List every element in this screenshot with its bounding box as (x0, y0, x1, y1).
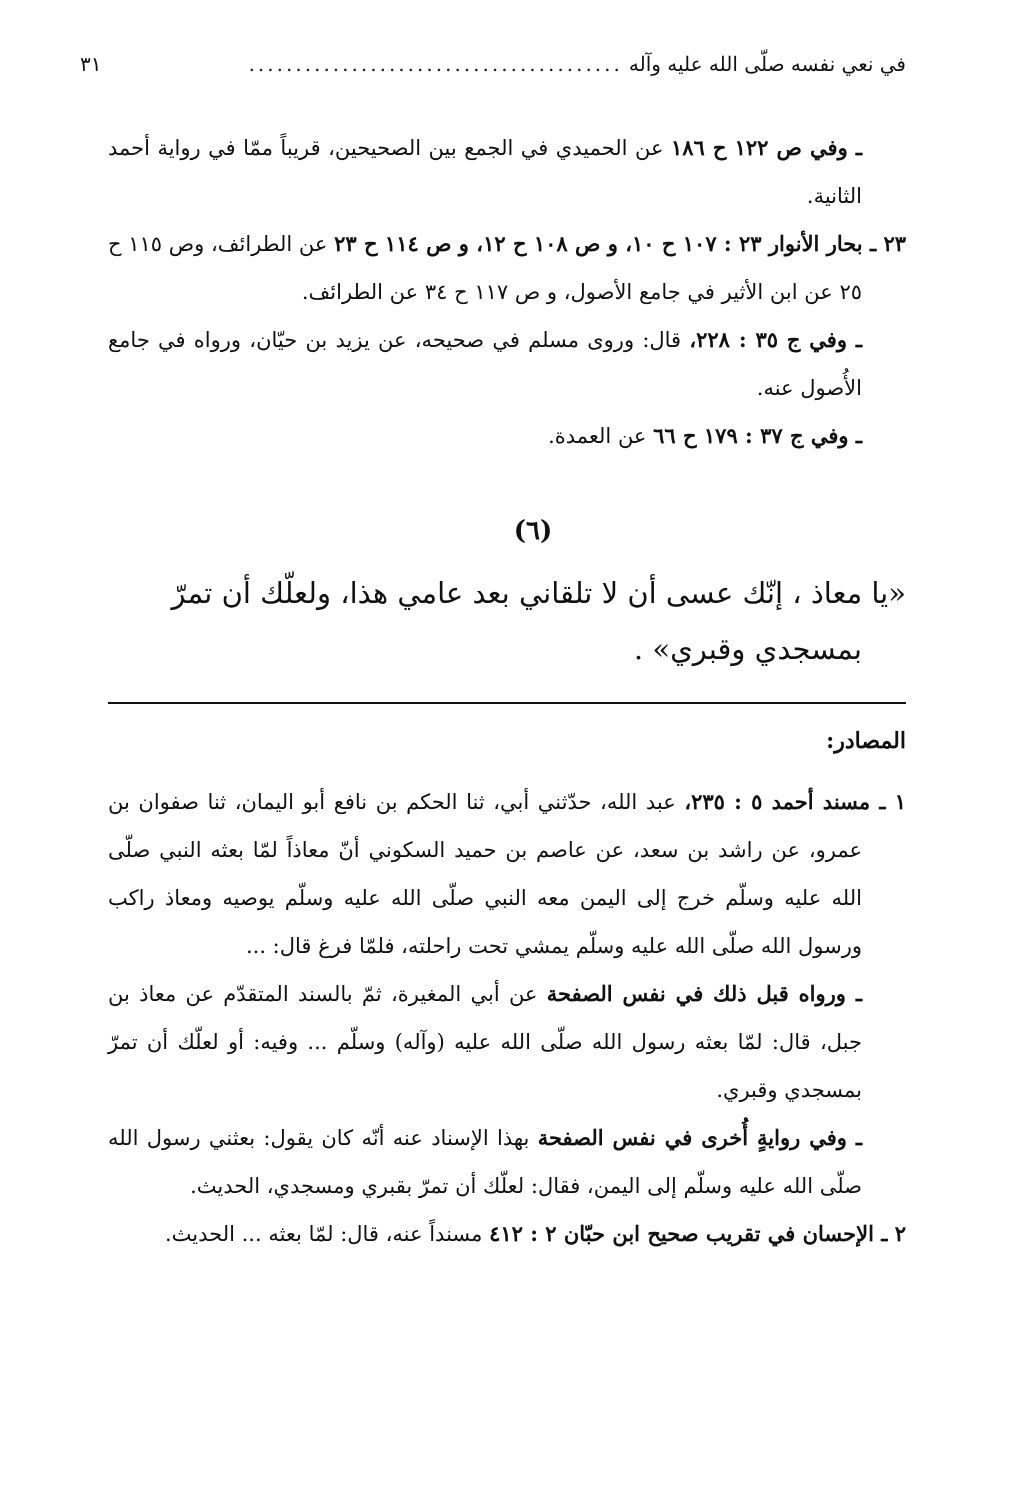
source-lead: ١ ـ مسند أحمد ٥ : ٢٣٥، (684, 789, 907, 814)
section-divider (108, 702, 906, 704)
footnote-lead: ـ وفي ص ١٢٢ ح ١٨٦ (670, 135, 862, 160)
page-number: ٣١ (80, 52, 102, 76)
hadith-line-2: بمسجدي وقبري» . (633, 632, 862, 666)
sources-heading: المصادر: (826, 728, 906, 754)
source-item (108, 778, 906, 970)
dot-leader: ........................................ (248, 52, 623, 76)
source-text: عبد الله، حدّثني أبي، ثنا الحكم بن نافع أبو اليمان، ثنا صفوان بن عمرو، عن راشد بن سعد، عن عاصم بن حميد السكوني أنّ معاذاً لمّا بعثه النبي صلّى الله عليه وسلّم خرج إلى اليمن معه النبي صلّى الله عليه وسلّم يوصيه ومعاذ راكب ورسول الله صلّى الله عليه وسلّم يمشي تحت راحلته، فلمّا فرغ قال: ... (108, 790, 862, 958)
source-text: عن أبي المغيرة، ثمّ بالسند المتقدّم عن معاذ بن جبل، قال: لمّا بعثه رسول الله صلّى الله عليه (وآله) وسلّم ... وفيه: أو لعلّك أن تمرّ بمسجدي وقبري. (108, 982, 862, 1102)
footnote-bihar (108, 220, 906, 316)
sources-list (108, 778, 906, 1258)
hadith-text (108, 565, 906, 677)
footnote-vol37 (108, 412, 906, 460)
footnote-text: عن الحميدي في الجمع بين الصحيحين، قريباً ممّا في رواية أحمد الثانية. (108, 136, 862, 208)
running-title: في نعي نفسه صلّى الله عليه وآله (628, 52, 906, 76)
source-lead: ٢ ـ الإحسان في تقريب صحيح ابن حبّان ٢ : ٤١٢ (489, 1221, 906, 1246)
footnote-humaydi (108, 124, 906, 220)
source-item (108, 970, 906, 1114)
footnote-text: عن العمدة. (548, 424, 654, 448)
footnote-lead: ٢٣ ـ بحار الأنوار ٢٣ : ١٠٧ ح ١٠، و ص ١٠٨ ح ١٢، و ص ١١٤ ح ٢٣ (334, 231, 907, 256)
source-item (108, 1114, 906, 1210)
footnote-lead: ـ وفي ج ٣٧ : ١٧٩ ح ٦٦ (653, 423, 862, 448)
page-header (80, 52, 906, 92)
footnote-text: عن الطرائف، وص ١١٥ ح ٢٥ عن ابن الأثير في جامع الأصول، و ص ١١٧ ح ٣٤ عن الطرائف. (108, 232, 862, 304)
continued-footnotes (108, 124, 906, 460)
source-item (108, 1210, 906, 1258)
footnote-lead: ـ وفي ج ٣٥ : ٢٢٨، (689, 327, 862, 352)
source-text: مسنداً عنه، قال: لمّا بعثه ... الحديث. (165, 1222, 490, 1246)
hadith-number: (٦) (513, 516, 553, 546)
footnote-vol35 (108, 316, 906, 412)
source-lead: ـ وفي روايةٍ أُخرى في نفس الصفحة (537, 1125, 862, 1150)
footnote-text: قال: وروى مسلم في صحيحه، عن يزيد بن حيّان، ورواه في جامع الأُصول عنه. (108, 328, 862, 400)
source-text: بهذا الإسناد عنه أنّه كان يقول: بعثني رسول الله صلّى الله عليه وسلّم إلى اليمن، فقال: لعلّك أن تمرّ بقبري ومسجدي، الحديث. (108, 1126, 862, 1198)
source-lead: ـ ورواه قبل ذلك في نفس الصفحة (546, 981, 862, 1006)
hadith-line-1: «يا معاذ ، إنّك عسى أن لا تلقاني بعد عامي هذا، ولعلّك أن تمرّ (171, 576, 906, 610)
